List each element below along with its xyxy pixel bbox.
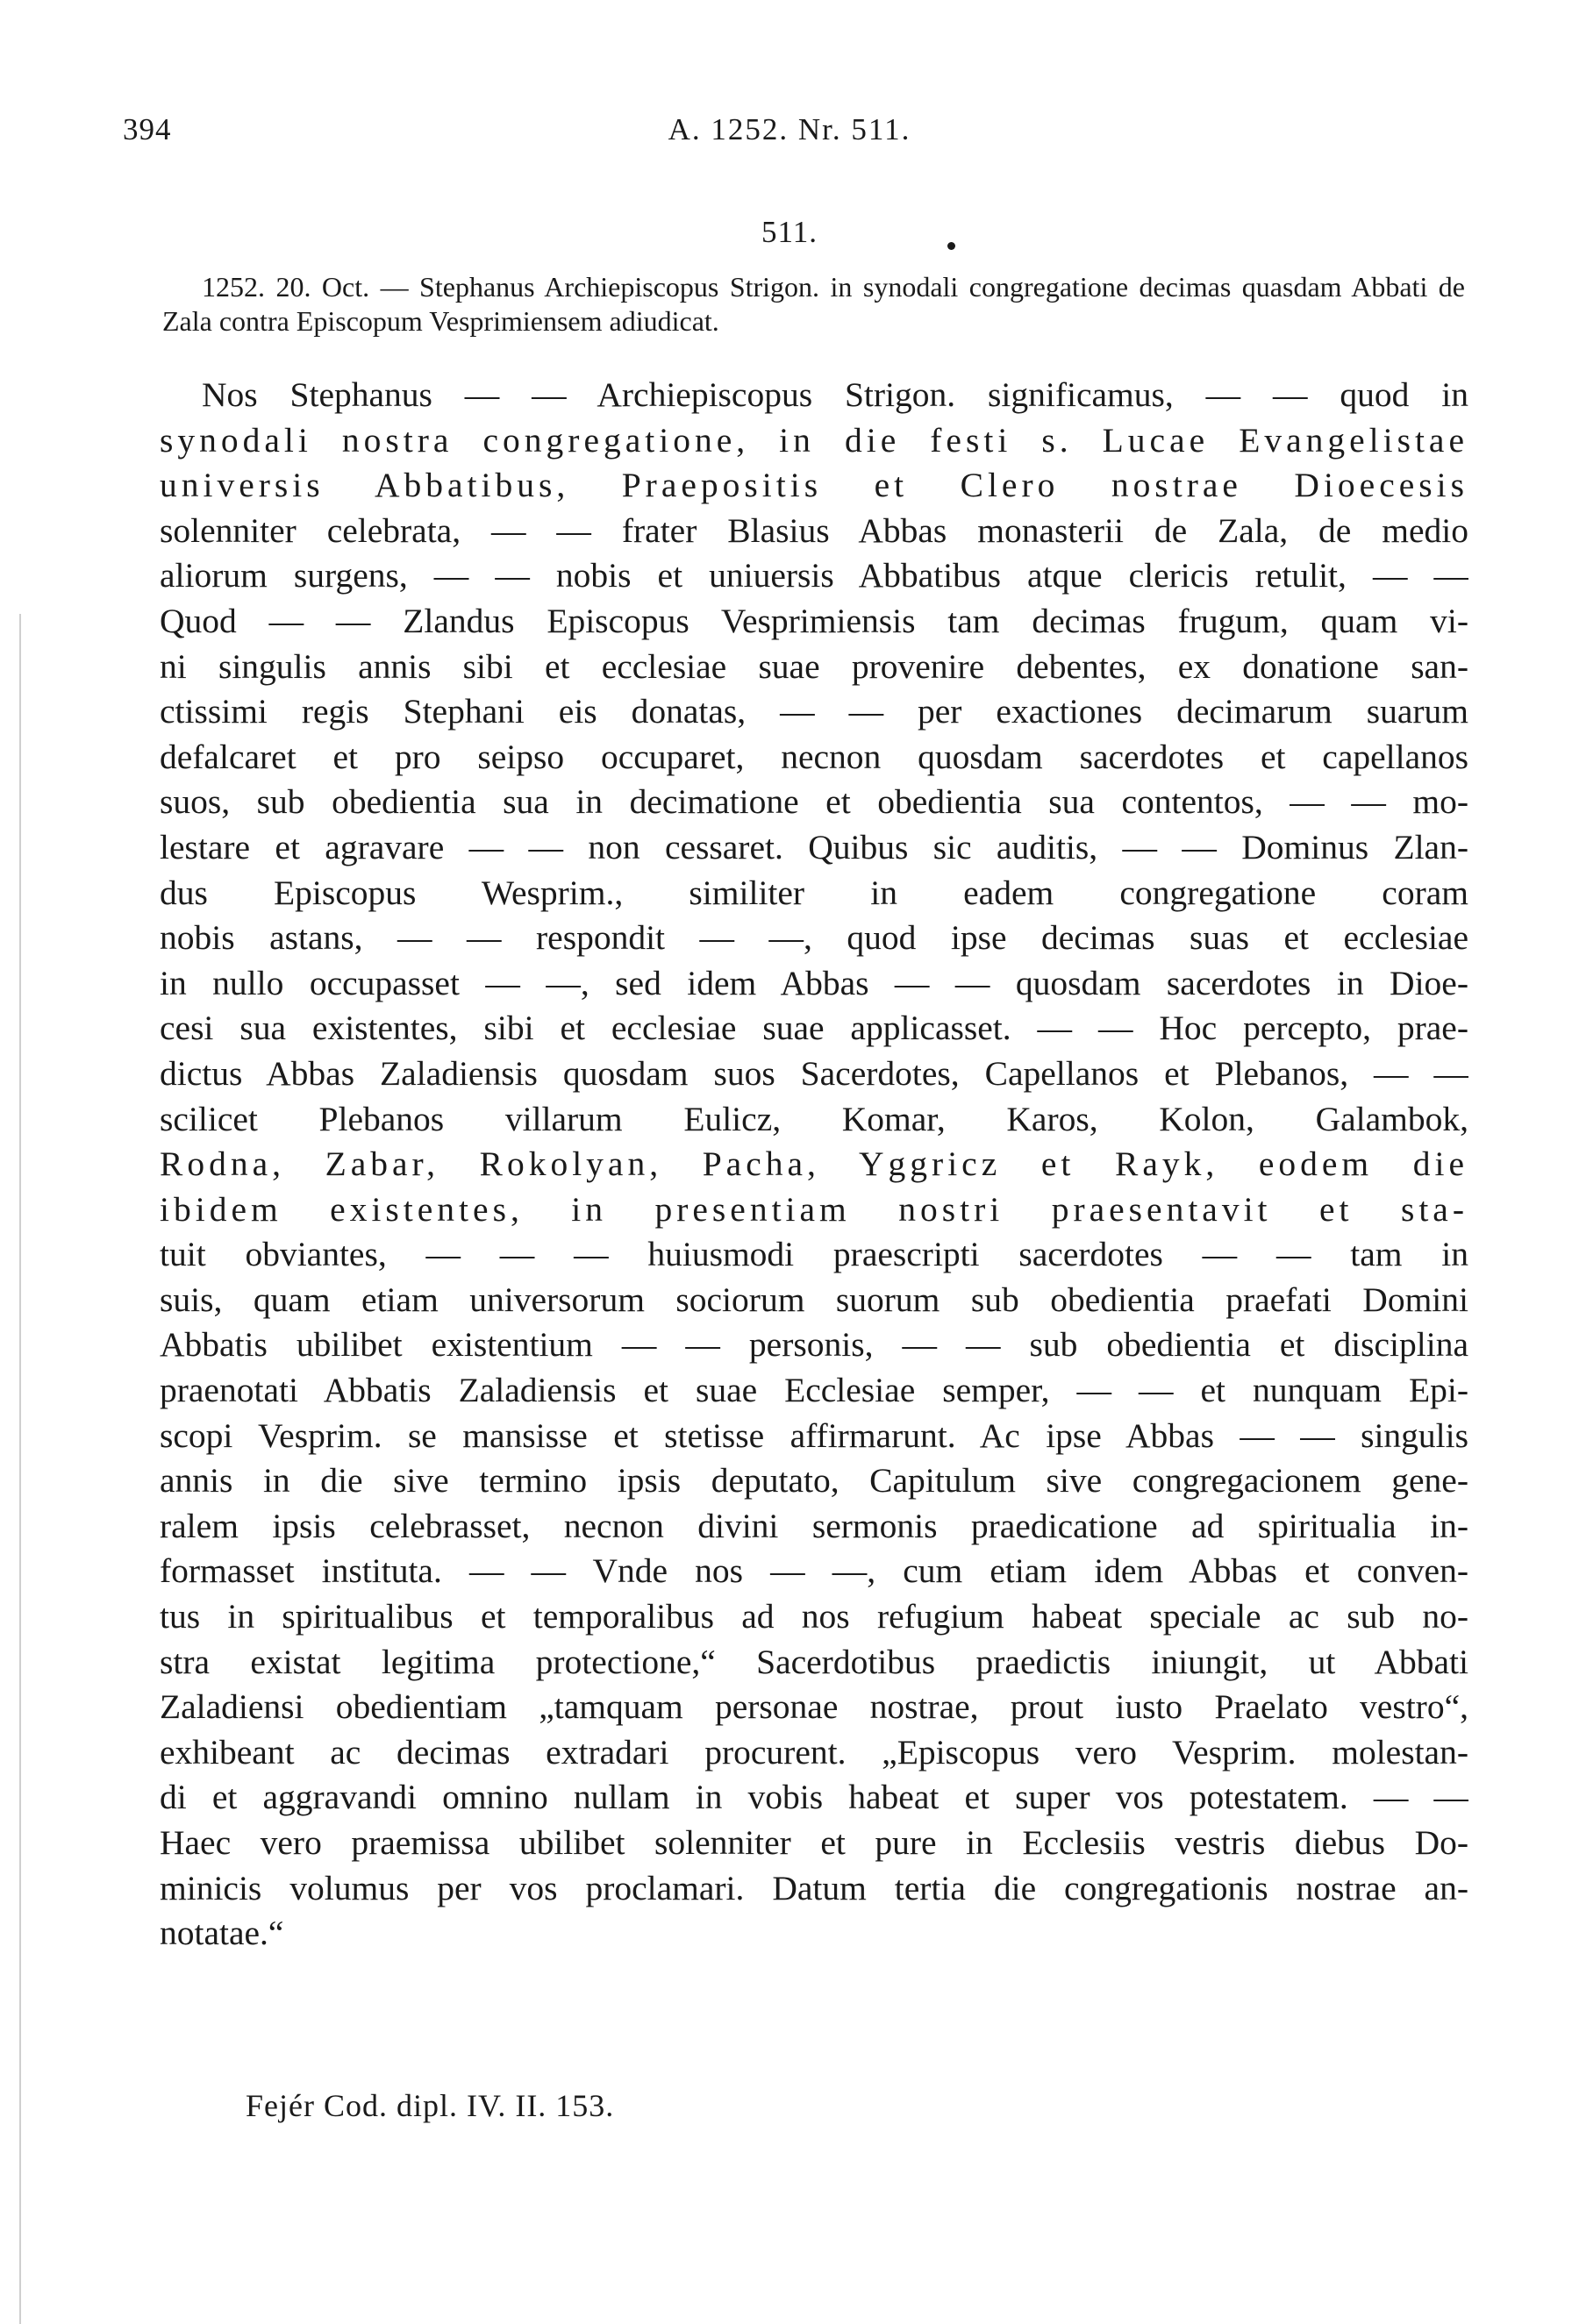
text-line: ralem ipsis celebrasset, necnon divini sermonis praedicatione ad spiritualia in- bbox=[160, 1506, 1468, 1545]
text-line: nobis astans, — — respondit — —, quod ipse decimas suas et ecclesiae bbox=[160, 918, 1468, 958]
text-line: dictus Abbas Zaladiensis quosdam suos Sacerdotes, Capellanos et Plebanos, — — bbox=[160, 1053, 1468, 1093]
document-number: 511. bbox=[761, 215, 818, 249]
running-head: A. 1252. Nr. 511. bbox=[668, 112, 911, 146]
text-line: di et aggravandi omnino nullam in vobis habeat et super vos potestatem. — — bbox=[160, 1778, 1468, 1817]
text-line: Zaladiensi obedientiam „tamquam personae nostrae, prout iusto Praelato vestro“, bbox=[160, 1687, 1468, 1727]
text-line: notatae.“ bbox=[160, 1914, 284, 1953]
text-line: Quod — — Zlandus Episcopus Vesprimiensis tam decimas frugum, quam vi- bbox=[160, 601, 1468, 640]
text-line: tus in spiritualibus et temporalibus ad nos refugium habeat speciale ac sub no- bbox=[160, 1597, 1468, 1636]
text-line: aliorum surgens, — — nobis et uniuersis Abbatibus atque clericis retulit, — — bbox=[160, 556, 1468, 595]
regest-summary: 1252. 20. Oct. — Stephanus Archiepiscopus Strigon. in synodali congregatione decimas quasdam Abbati de Zala contra Episcopum Vesprimiensem adiudicat. bbox=[162, 271, 1465, 337]
text-line: suos, sub obedientia sua in decimatione et obedientia sua contentos, — — mo- bbox=[160, 782, 1468, 822]
text-line: formasset instituta. — — Vnde nos — —, cum etiam idem Abbas et conven- bbox=[160, 1551, 1468, 1591]
source-citation: Fejér Cod. dipl. IV. II. 153. bbox=[246, 2088, 615, 2123]
text-line: ni singulis annis sibi et ecclesiae suae provenire debentes, ex donatione san- bbox=[160, 646, 1468, 686]
text-line: synodali nostra congregatione, in die festi s. Lucae Evangelistae bbox=[160, 420, 1468, 460]
text-line: defalcaret et pro seipso occuparet, necnon quosdam sacerdotes et capellanos bbox=[160, 737, 1468, 776]
text-line: Abbatis ubilibet existentium — — personis, — — sub obedientia et disciplina bbox=[160, 1325, 1468, 1365]
text-line: ctissimi regis Stephani eis donatas, — — per exactiones decimarum suarum bbox=[160, 692, 1468, 731]
text-line: minicis volumus per vos proclamari. Datum tertia die congregationis nostrae an- bbox=[160, 1868, 1468, 1907]
scan-edge-mark bbox=[19, 614, 21, 2324]
text-line: stra existat legitima protectione,“ Sacerdotibus praedictis iniungit, ut Abbati bbox=[160, 1642, 1468, 1681]
text-line: scilicet Plebanos villarum Eulicz, Komar, Karos, Kolon, Galambok, bbox=[160, 1099, 1468, 1138]
text-line: Rodna, Zabar, Rokolyan, Pacha, Yggricz et Rayk, eodem die bbox=[160, 1144, 1468, 1184]
text-line: universis Abbatibus, Praepositis et Clero nostrae Dioecesis bbox=[160, 466, 1468, 505]
text-line: cesi sua existentes, sibi et ecclesiae suae applicasset. — — Hoc percepto, prae- bbox=[160, 1009, 1468, 1048]
text-line: annis in die sive termino ipsis deputato, Capitulum sive congregacionem gene- bbox=[160, 1461, 1468, 1501]
text-line: exhibeant ac decimas extradari procurent. „Episcopus vero Vesprim. molestan- bbox=[160, 1732, 1468, 1772]
text-line: Nos Stephanus — — Archiepiscopus Strigon. significamus, — — quod in bbox=[202, 375, 1468, 414]
text-line: tuit obviantes, — — — huiusmodi praescripti sacerdotes — — tam in bbox=[160, 1235, 1468, 1274]
page-number: 394 bbox=[123, 112, 172, 146]
text-line: ibidem existentes, in presentiam nostri praesentavit et sta- bbox=[160, 1189, 1468, 1229]
text-line: praenotati Abbatis Zaladiensis et suae Ecclesiae semper, — — et nunquam Epi- bbox=[160, 1371, 1468, 1410]
text-line: solenniter celebrata, — — frater Blasius Abbas monasterii de Zala, de medio bbox=[160, 510, 1468, 550]
text-line: lestare et agravare — — non cessaret. Quibus sic auditis, — — Dominus Zlan- bbox=[160, 827, 1468, 866]
text-line: scopi Vesprim. se mansisse et stetisse affirmarunt. Ac ipse Abbas — — singulis bbox=[160, 1415, 1468, 1455]
text-line: in nullo occupasset — —, sed idem Abbas — — quosdam sacerdotes in Dioe- bbox=[160, 963, 1468, 1002]
text-line: suis, quam etiam universorum sociorum suorum sub obedientia praefati Domini bbox=[160, 1280, 1468, 1319]
charter-text bbox=[160, 373, 1468, 1957]
text-line: Haec vero praemissa ubilibet solenniter et pure in Ecclesiis vestris diebus Do- bbox=[160, 1823, 1468, 1862]
text-line: dus Episcopus Wesprim., similiter in eadem congregatione coram bbox=[160, 873, 1468, 912]
